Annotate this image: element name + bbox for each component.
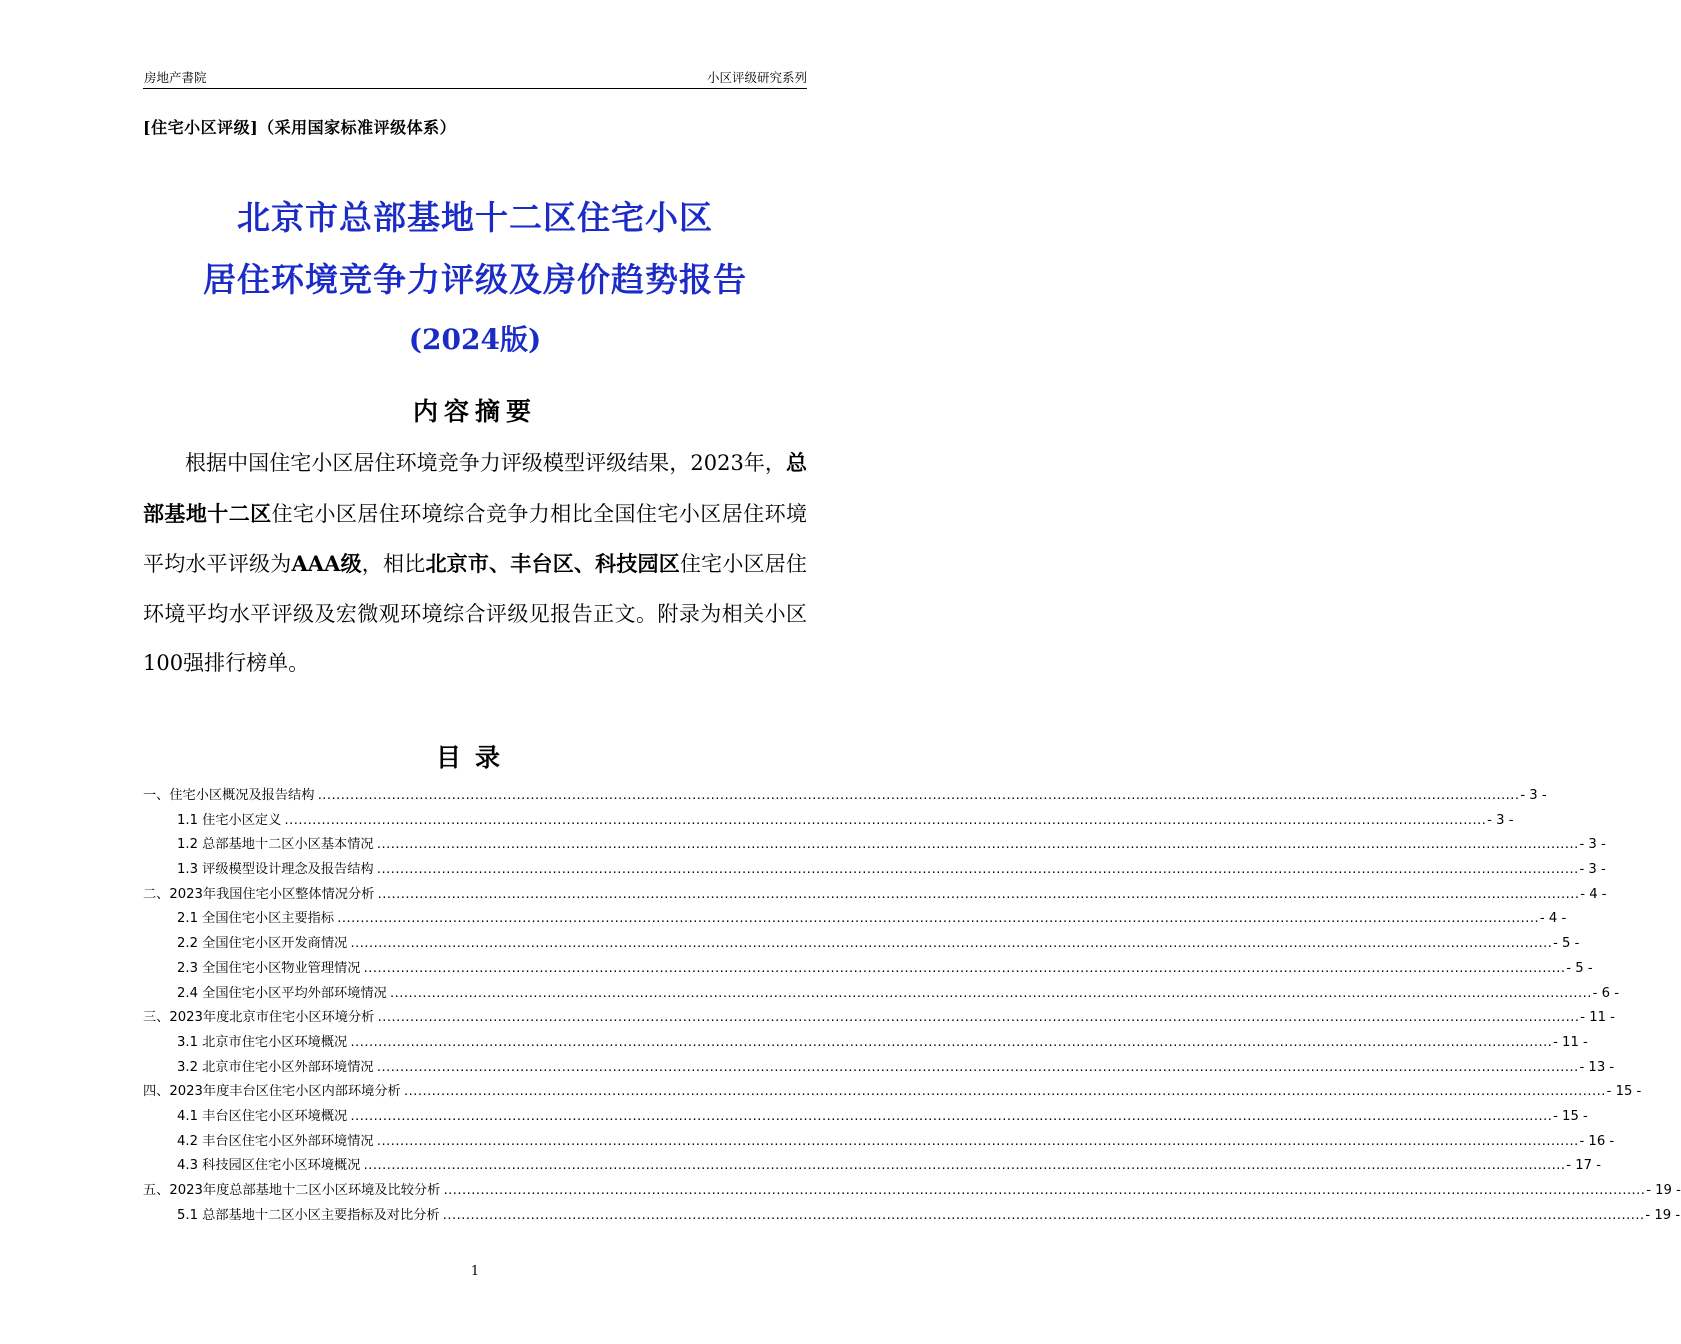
toc-entry-page: - 11 - bbox=[1580, 1010, 1615, 1026]
header-series: 小区评级研究系列 bbox=[706, 70, 807, 85]
toc-entry-title: 3.2 北京市住宅小区外部环境情况 bbox=[177, 1059, 374, 1075]
toc-entry[interactable] bbox=[143, 1105, 1588, 1130]
toc-entry-page: - 11 - bbox=[1553, 1034, 1588, 1050]
abstract-text-2: 住宅小区居住环境综合竞争力相比全国住宅小区居住环境平均水平评级为 bbox=[143, 501, 808, 576]
toc-entry-title: 1.2 总部基地十二区小区基本情况 bbox=[177, 837, 374, 853]
abstract-text-4: 住宅小区居住环境平均水平评级及宏微观环境综合评级见报告正文。附录为相关小区100强排行榜单。 bbox=[143, 552, 808, 675]
toc-entry[interactable] bbox=[143, 883, 1607, 908]
toc-leader-dots: .................................................................................................................................................................................................................................................................... bbox=[442, 1184, 1645, 1197]
toc-leader-dots: .................................................................................................................................................................................................................................................................... bbox=[362, 961, 1565, 975]
toc-heading: 目录 bbox=[435, 743, 514, 772]
abstract-text-1: 根据中国住宅小区居住环境竞争力评级模型评级结果，2023年， bbox=[185, 451, 786, 475]
toc-entry-title: 2.2 全国住宅小区开发商情况 bbox=[177, 936, 348, 952]
toc-entry[interactable] bbox=[143, 1006, 1615, 1031]
toc-entry[interactable] bbox=[143, 784, 1547, 809]
toc-entry-page: - 17 - bbox=[1566, 1158, 1601, 1174]
report-category-tag: [住宅小区评级]（采用国家标准评级体系） bbox=[143, 118, 457, 137]
toc-leader-dots: .................................................................................................................................................................................................................................................................... bbox=[375, 1060, 1578, 1074]
toc-entry-page: - 3 - bbox=[1579, 862, 1606, 878]
toc-entry[interactable] bbox=[143, 1031, 1588, 1056]
toc-leader-dots: .................................................................................................................................................................................................................................................................... bbox=[336, 912, 1538, 926]
toc-entry-page: - 3 - bbox=[1487, 812, 1514, 828]
toc-entry-page: - 3 - bbox=[1520, 788, 1547, 803]
header-publisher: 房地产書院 bbox=[144, 70, 207, 85]
toc-entry-title: 3.1 北京市住宅小区环境概况 bbox=[177, 1034, 348, 1050]
toc-entry[interactable] bbox=[143, 833, 1606, 858]
toc-leader-dots: .................................................................................................................................................................................................................................................................... bbox=[375, 1134, 1578, 1148]
abstract-bold-rating: AAA级 bbox=[291, 551, 362, 576]
page-header bbox=[143, 66, 807, 89]
abstract-heading: 内容摘要 bbox=[412, 397, 537, 426]
report-edition: (2024版) bbox=[408, 323, 542, 356]
toc-entry-page: - 15 - bbox=[1606, 1084, 1642, 1100]
toc-leader-dots: .................................................................................................................................................................................................................................................................... bbox=[441, 1208, 1644, 1222]
toc-entry[interactable] bbox=[143, 1204, 1681, 1229]
toc-entry-page: - 4 - bbox=[1580, 886, 1607, 902]
toc-leader-dots: .................................................................................................................................................................................................................................................................... bbox=[376, 887, 1579, 901]
toc-entry[interactable] bbox=[143, 982, 1619, 1007]
toc-entry[interactable] bbox=[143, 907, 1567, 932]
abstract-text-3: ，相比 bbox=[361, 552, 426, 576]
abstract-bold-district: 总部基地十二区 bbox=[143, 450, 807, 526]
toc-entry[interactable] bbox=[143, 1080, 1642, 1105]
page-number: 1 bbox=[470, 1264, 480, 1279]
report-title-line1: 北京市总部基地十二区住宅小区 bbox=[237, 198, 713, 237]
toc-entry-title: 三、2023年度北京市住宅小区环境分析 bbox=[143, 1010, 375, 1026]
toc-leader-dots: .................................................................................................................................................................................................................................................................... bbox=[362, 1159, 1565, 1173]
toc-entry[interactable] bbox=[143, 1154, 1601, 1179]
toc-entry-page: - 3 - bbox=[1579, 837, 1606, 853]
toc-entry-title: 2.1 全国住宅小区主要指标 bbox=[177, 911, 335, 927]
toc-entry-title: 1.1 住宅小区定义 bbox=[177, 812, 282, 828]
toc-leader-dots: .................................................................................................................................................................................................................................................................... bbox=[349, 1035, 1552, 1049]
toc-entry-page: - 16 - bbox=[1579, 1133, 1615, 1149]
toc-entry-title: 2.4 全国住宅小区平均外部环境情况 bbox=[177, 985, 387, 1001]
toc-entry-title: 一、住宅小区概况及报告结构 bbox=[143, 788, 315, 803]
abstract-paragraph bbox=[143, 438, 807, 689]
toc-entry-title: 5.1 总部基地十二区小区主要指标及对比分析 bbox=[177, 1207, 440, 1223]
toc-leader-dots: .................................................................................................................................................................................................................................................................... bbox=[375, 863, 1578, 877]
toc-entry-title: 二、2023年我国住宅小区整体情况分析 bbox=[143, 886, 375, 902]
toc-leader-dots: .................................................................................................................................................................................................................................................................... bbox=[376, 1011, 1579, 1025]
abstract-bold-regions: 北京市、丰台区、科技园区 bbox=[425, 551, 680, 576]
toc-leader-dots: .................................................................................................................................................................................................................................................................... bbox=[388, 986, 1591, 1000]
toc-leader-dots: .................................................................................................................................................................................................................................................................... bbox=[402, 1085, 1605, 1099]
toc-entry-title: 4.3 科技园区住宅小区环境概况 bbox=[177, 1158, 361, 1174]
toc-leader-dots: .................................................................................................................................................................................................................................................................... bbox=[349, 937, 1552, 951]
toc-entry-page: - 4 - bbox=[1539, 911, 1567, 927]
toc-leader-dots: .................................................................................................................................................................................................................................................................... bbox=[375, 838, 1578, 852]
toc-entry[interactable] bbox=[143, 1056, 1615, 1081]
toc-entry[interactable] bbox=[143, 932, 1580, 957]
toc-leader-dots: .................................................................................................................................................................................................................................................................... bbox=[283, 813, 1486, 827]
table-of-contents bbox=[143, 784, 1681, 1228]
toc-entry-title: 2.3 全国住宅小区物业管理情况 bbox=[177, 960, 361, 976]
toc-entry-page: - 13 - bbox=[1579, 1059, 1615, 1075]
toc-entry-page: - 5 - bbox=[1553, 936, 1580, 952]
toc-entry-page: - 19 - bbox=[1646, 1183, 1681, 1198]
toc-entry-title: 4.1 丰台区住宅小区环境概况 bbox=[177, 1108, 348, 1124]
toc-entry-page: - 19 - bbox=[1645, 1207, 1681, 1223]
toc-entry-title: 四、2023年度丰台区住宅小区内部环境分析 bbox=[143, 1084, 401, 1100]
toc-entry[interactable] bbox=[143, 858, 1606, 883]
toc-entry-page: - 15 - bbox=[1553, 1108, 1588, 1124]
toc-entry-page: - 5 - bbox=[1566, 960, 1593, 976]
toc-entry-title: 4.2 丰台区住宅小区外部环境情况 bbox=[177, 1133, 374, 1149]
report-title-line2: 居住环境竞争力评级及房价趋势报告 bbox=[203, 260, 747, 299]
toc-entry-title: 1.3 评级模型设计理念及报告结构 bbox=[177, 862, 374, 878]
toc-entry[interactable] bbox=[143, 809, 1514, 834]
toc-leader-dots: .................................................................................................................................................................................................................................................................... bbox=[316, 789, 1519, 802]
toc-entry[interactable] bbox=[143, 957, 1593, 982]
toc-entry[interactable] bbox=[143, 1130, 1615, 1155]
toc-leader-dots: .................................................................................................................................................................................................................................................................... bbox=[349, 1109, 1552, 1123]
toc-entry-title: 五、2023年度总部基地十二区小区环境及比较分析 bbox=[143, 1183, 441, 1198]
toc-entry[interactable] bbox=[143, 1179, 1681, 1204]
toc-entry-page: - 6 - bbox=[1592, 985, 1619, 1001]
